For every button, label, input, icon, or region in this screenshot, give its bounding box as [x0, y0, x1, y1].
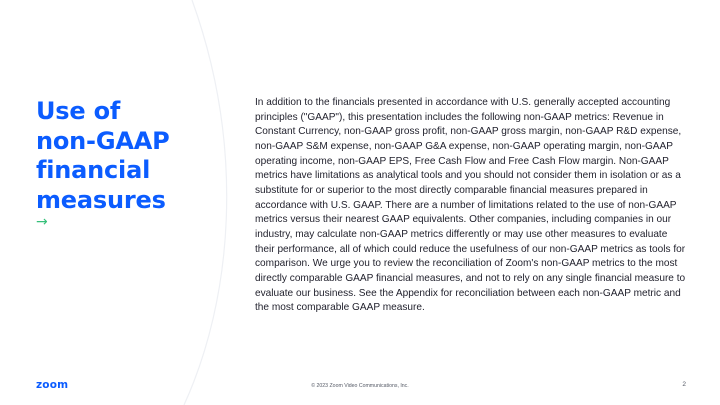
slide-title: Use of non-GAAP financial measures	[36, 97, 170, 214]
zoom-logo: zoom	[36, 379, 69, 391]
page-number: 2	[682, 381, 686, 388]
copyright-text: © 2023 Zoom Video Communications, Inc.	[311, 383, 409, 389]
body-paragraph: In addition to the financials presented in accordance with U.S. generally accepted accounting principles ("GAAP"), this presentation includes the following non-GAAP metrics: Revenue in Constant Currency, non-GAAP gross profit, non-GAAP gross margin, non-GAAP R&D expense, non-GAAP S&M expense, non-GAAP G&A expense, non-GAAP operating margin, non-GAAP operating income, non-GAAP EPS, Free Cash Flow and Free Cash Flow margin. Non-GAAP metrics have limitations as analytical tools and you should not consider them in isolation or as a substitute for or superior to the most directly comparable financial measures prepared in accordance with U.S. GAAP. There are a number of limitations related to the use of non-GAAP metrics versus their nearest GAAP equivalents. Other companies, including companies in our industry, may calculate non-GAAP metrics differently or may use other measures to evaluate their performance, all of which could reduce the usefulness of our non-GAAP metrics as tools for comparison. We urge you to review the reconciliation of Zoom's non-GAAP metrics to the most directly comparable GAAP financial measures, and not to rely on any single financial measure to evaluate our business. See the Appendix for reconciliation between each non-GAAP metric and the most comparable GAAP measure.	[255, 97, 686, 314]
arrow-right-icon: →	[36, 214, 48, 230]
